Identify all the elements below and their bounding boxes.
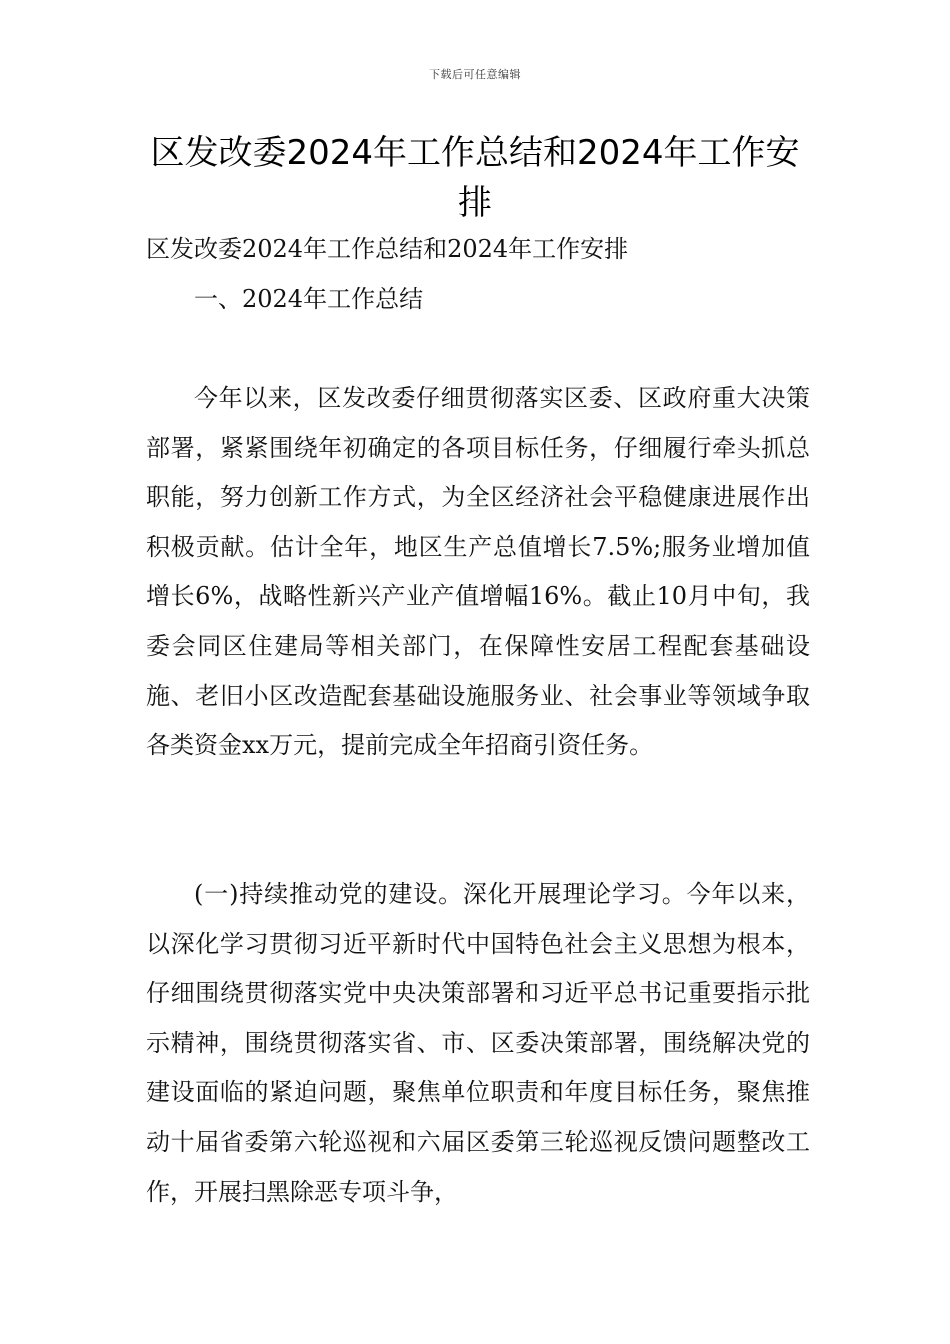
- document-subtitle: 区发改委2024年工作总结和2024年工作安排: [146, 235, 629, 263]
- document-title: 区发改委2024年工作总结和2024年工作安排: [150, 133, 800, 223]
- body-paragraph: 今年以来，区发改委仔细贯彻落实区委、区政府重大决策部署，紧紧围绕年初确定的各项目标任务，仔细履行牵头抓总职能，努力创新工作方式，为全区经济社会平稳健康进展作出积极贡献。估计全年，地区生产总值增长7.5%;服务业增加值增长6%，战略性新兴产业产值增幅16%。截止10月中旬，我委会同区住建局等相关部门，在保障性安居工程配套基础设施、老旧小区改造配套基础设施服务业、社会事业等领域争取各类资金xx万元，提前完成全年招商引资任务。: [146, 384, 810, 760]
- body-paragraph: (一)持续推动党的建设。深化开展理论学习。今年以来，以深化学习贯彻习近平新时代中国特色社会主义思想为根本，仔细围绕贯彻落实党中央决策部署和习近平总书记重要指示批示精神，围绕贯彻落实省、市、区委决策部署，围绕解决党的建设面临的紧迫问题，聚焦单位职责和年度目标任务，聚焦推动十届省委第六轮巡视和六届区委第三轮巡视反馈问题整改工作，开展扫黑除恶专项斗争，: [146, 880, 810, 1206]
- header-note: 下载后可任意编辑: [429, 68, 521, 81]
- section-heading: 一、2024年工作总结: [194, 285, 424, 313]
